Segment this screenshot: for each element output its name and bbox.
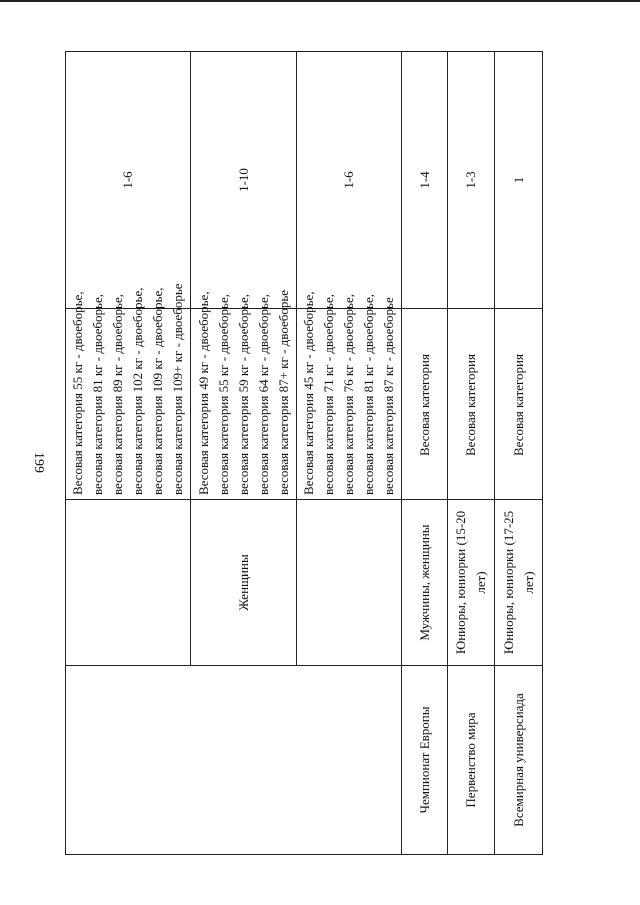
- group-cell: Мужчины, женщины: [402, 500, 448, 666]
- category-cell: [448, 309, 495, 500]
- group-cell: [297, 500, 402, 666]
- category-line: весовая категория 89 кг - двоеборье,: [110, 294, 125, 495]
- places-cell: 1-4: [402, 52, 448, 309]
- table-row: [495, 52, 543, 855]
- table-row: [66, 52, 191, 855]
- category-cell: [191, 289, 297, 500]
- group-cell: Юниоры, юниорки (17-25 лет): [495, 500, 543, 666]
- category-line: Весовая категория 45 кг - двоеборье,: [301, 291, 316, 495]
- category-line: Весовая категория: [510, 354, 526, 456]
- category-line: весовая категория 109+ кг - двоеборье: [170, 283, 185, 495]
- event-cell: Первенство мира: [448, 666, 495, 855]
- places-cell: 1-6: [297, 52, 402, 309]
- places-cell: 1-10: [191, 52, 297, 309]
- category-line: весовая категория 64 кг - двоеборье,: [255, 294, 271, 495]
- group-cell: [66, 500, 191, 666]
- category-line: Весовая категория 55 кг - двоеборье,: [70, 291, 85, 495]
- event-cell-merged: [66, 666, 402, 855]
- top-rule: [0, 0, 640, 2]
- category-line: весовая категория 59 кг - двоеборье,: [235, 294, 251, 495]
- group-cell: Юниоры, юниорки (15-20 лет): [448, 500, 495, 666]
- rotated-table-container: [65, 51, 538, 855]
- category-line: весовая категория 109 кг - двоеборье,: [150, 287, 165, 495]
- category-line: весовая категория 87+ кг - двоеборье: [275, 289, 291, 495]
- places-cell: 1-3: [448, 52, 495, 309]
- category-cell: [66, 283, 191, 500]
- places-cell: 1: [495, 52, 543, 309]
- event-cell: Чемпионат Европы: [402, 666, 448, 855]
- category-line: Весовая категория: [416, 354, 432, 456]
- table-row: [448, 52, 495, 855]
- group-cell: Женщины: [191, 500, 297, 666]
- results-table: [65, 51, 543, 855]
- category-line: весовая категория 76 кг - двоеборье,: [341, 294, 356, 495]
- category-line: весовая категория 71 кг - двоеборье,: [321, 294, 336, 495]
- category-cell: [402, 309, 448, 500]
- category-line: весовая категория 55 кг - двоеборье,: [215, 294, 231, 495]
- category-cell: [297, 291, 402, 500]
- category-line: весовая категория 81 кг - двоеборье,: [90, 294, 105, 495]
- category-line: Весовая категория 49 кг - двоеборье,: [195, 291, 211, 495]
- category-line: весовая категория 102 кг - двоеборье,: [130, 287, 145, 495]
- category-cell: [495, 309, 543, 500]
- category-line: весовая категория 81 кг - двоеборье,: [361, 294, 376, 495]
- document-page: [65, 51, 538, 855]
- category-line: Весовая категория: [463, 354, 478, 456]
- category-line: весовая категория 87 кг - двоеборье: [381, 297, 396, 495]
- page-number: 199: [31, 452, 46, 473]
- table-row: [402, 52, 448, 855]
- places-cell: 1-6: [66, 52, 191, 309]
- event-cell: Всемирная универсиада: [495, 666, 543, 855]
